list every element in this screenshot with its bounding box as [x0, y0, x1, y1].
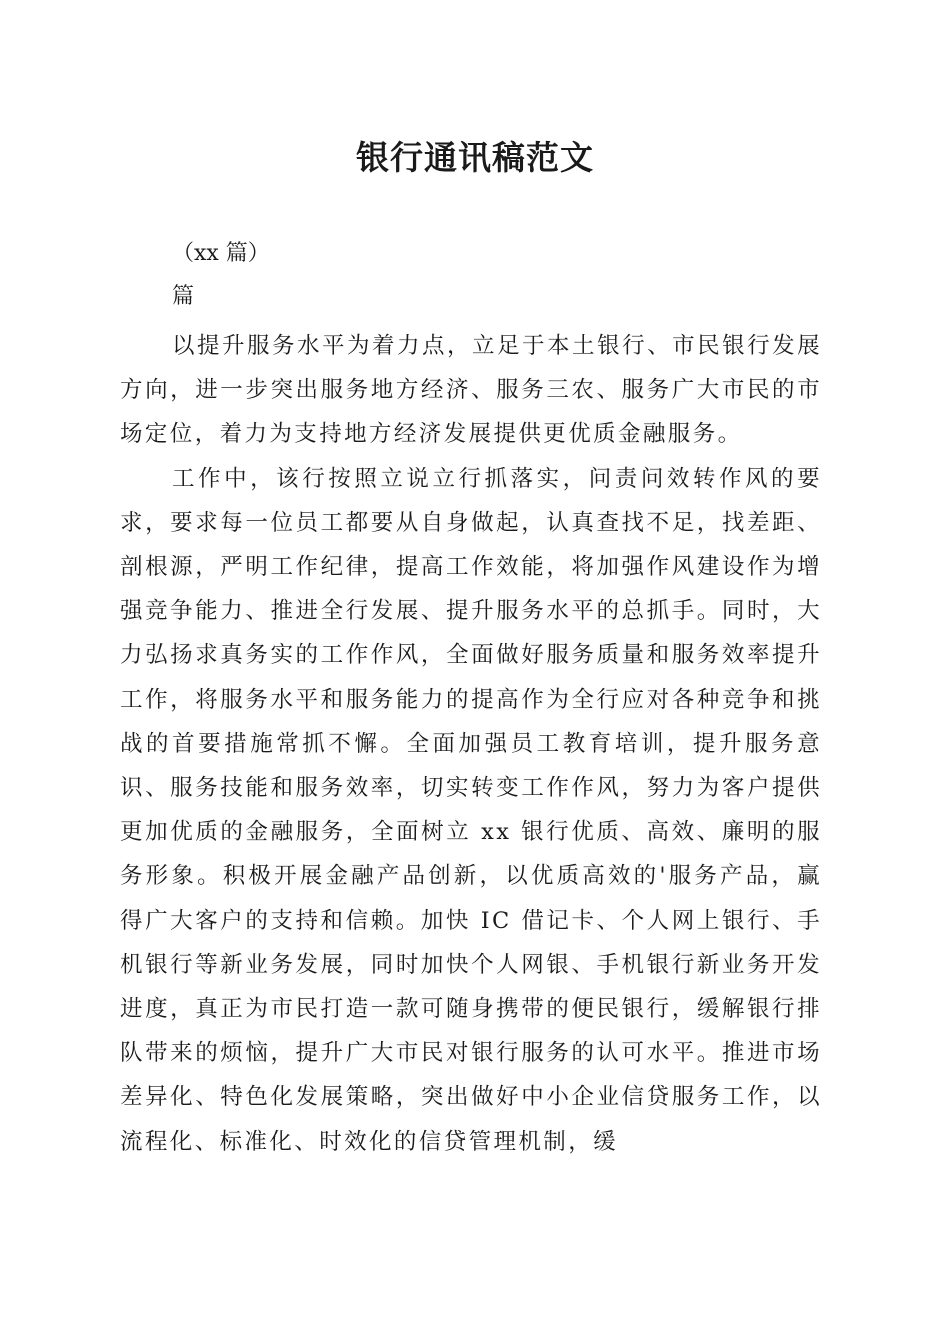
section-label: 篇	[172, 284, 195, 309]
document-body	[120, 324, 822, 1164]
paragraph: 以提升服务水平为着力点，立足于本土银行、市民银行发展方向，进一步突出服务地方经济、服务三农、服务广大市民的市场定位，着力为支持地方经济发展提供更优质金融服务。	[120, 333, 822, 448]
document-title: 银行通讯稿范文	[356, 138, 594, 177]
document-subtitle: （xx 篇）	[172, 241, 270, 266]
paragraph: 工作中，该行按照立说立行抓落实，问责问效转作风的要求，要求每一位员工都要从自身做起，认真查找不足，找差距、剖根源，严明工作纪律，提高工作效能，将加强作风建设作为增强竞争能力、推进全行发展、提升服务水平的总抓手。同时，大力弘扬求真务实的工作作风，全面做好服务质量和服务效率提升工作，将服务水平和服务能力的提高作为全行应对各种竞争和挑战的首要措施常抓不懈。全面加强员工教育培训，提升服务意识、服务技能和服务效率，切实转变工作作风，努力为客户提供更加优质的金融服务，全面树立 xx 银行优质、高效、廉明的服务形象。积极开展金融产品创新，以优质高效的'服务产品，赢得广大客户的支持和信赖。加快 IC 借记卡、个人网上银行、手机银行等新业务发展，同时加快个人网银、手机银行新业务开发进度，真正为市民打造一款可随身携带的便民银行，缓解银行排队带来的烦恼，提升广大市民对银行服务的认可水平。推进市场差异化、特色化发展策略，突出做好中小企业信贷服务工作，以流程化、标准化、时效化的信贷管理机制，缓	[120, 465, 822, 1155]
